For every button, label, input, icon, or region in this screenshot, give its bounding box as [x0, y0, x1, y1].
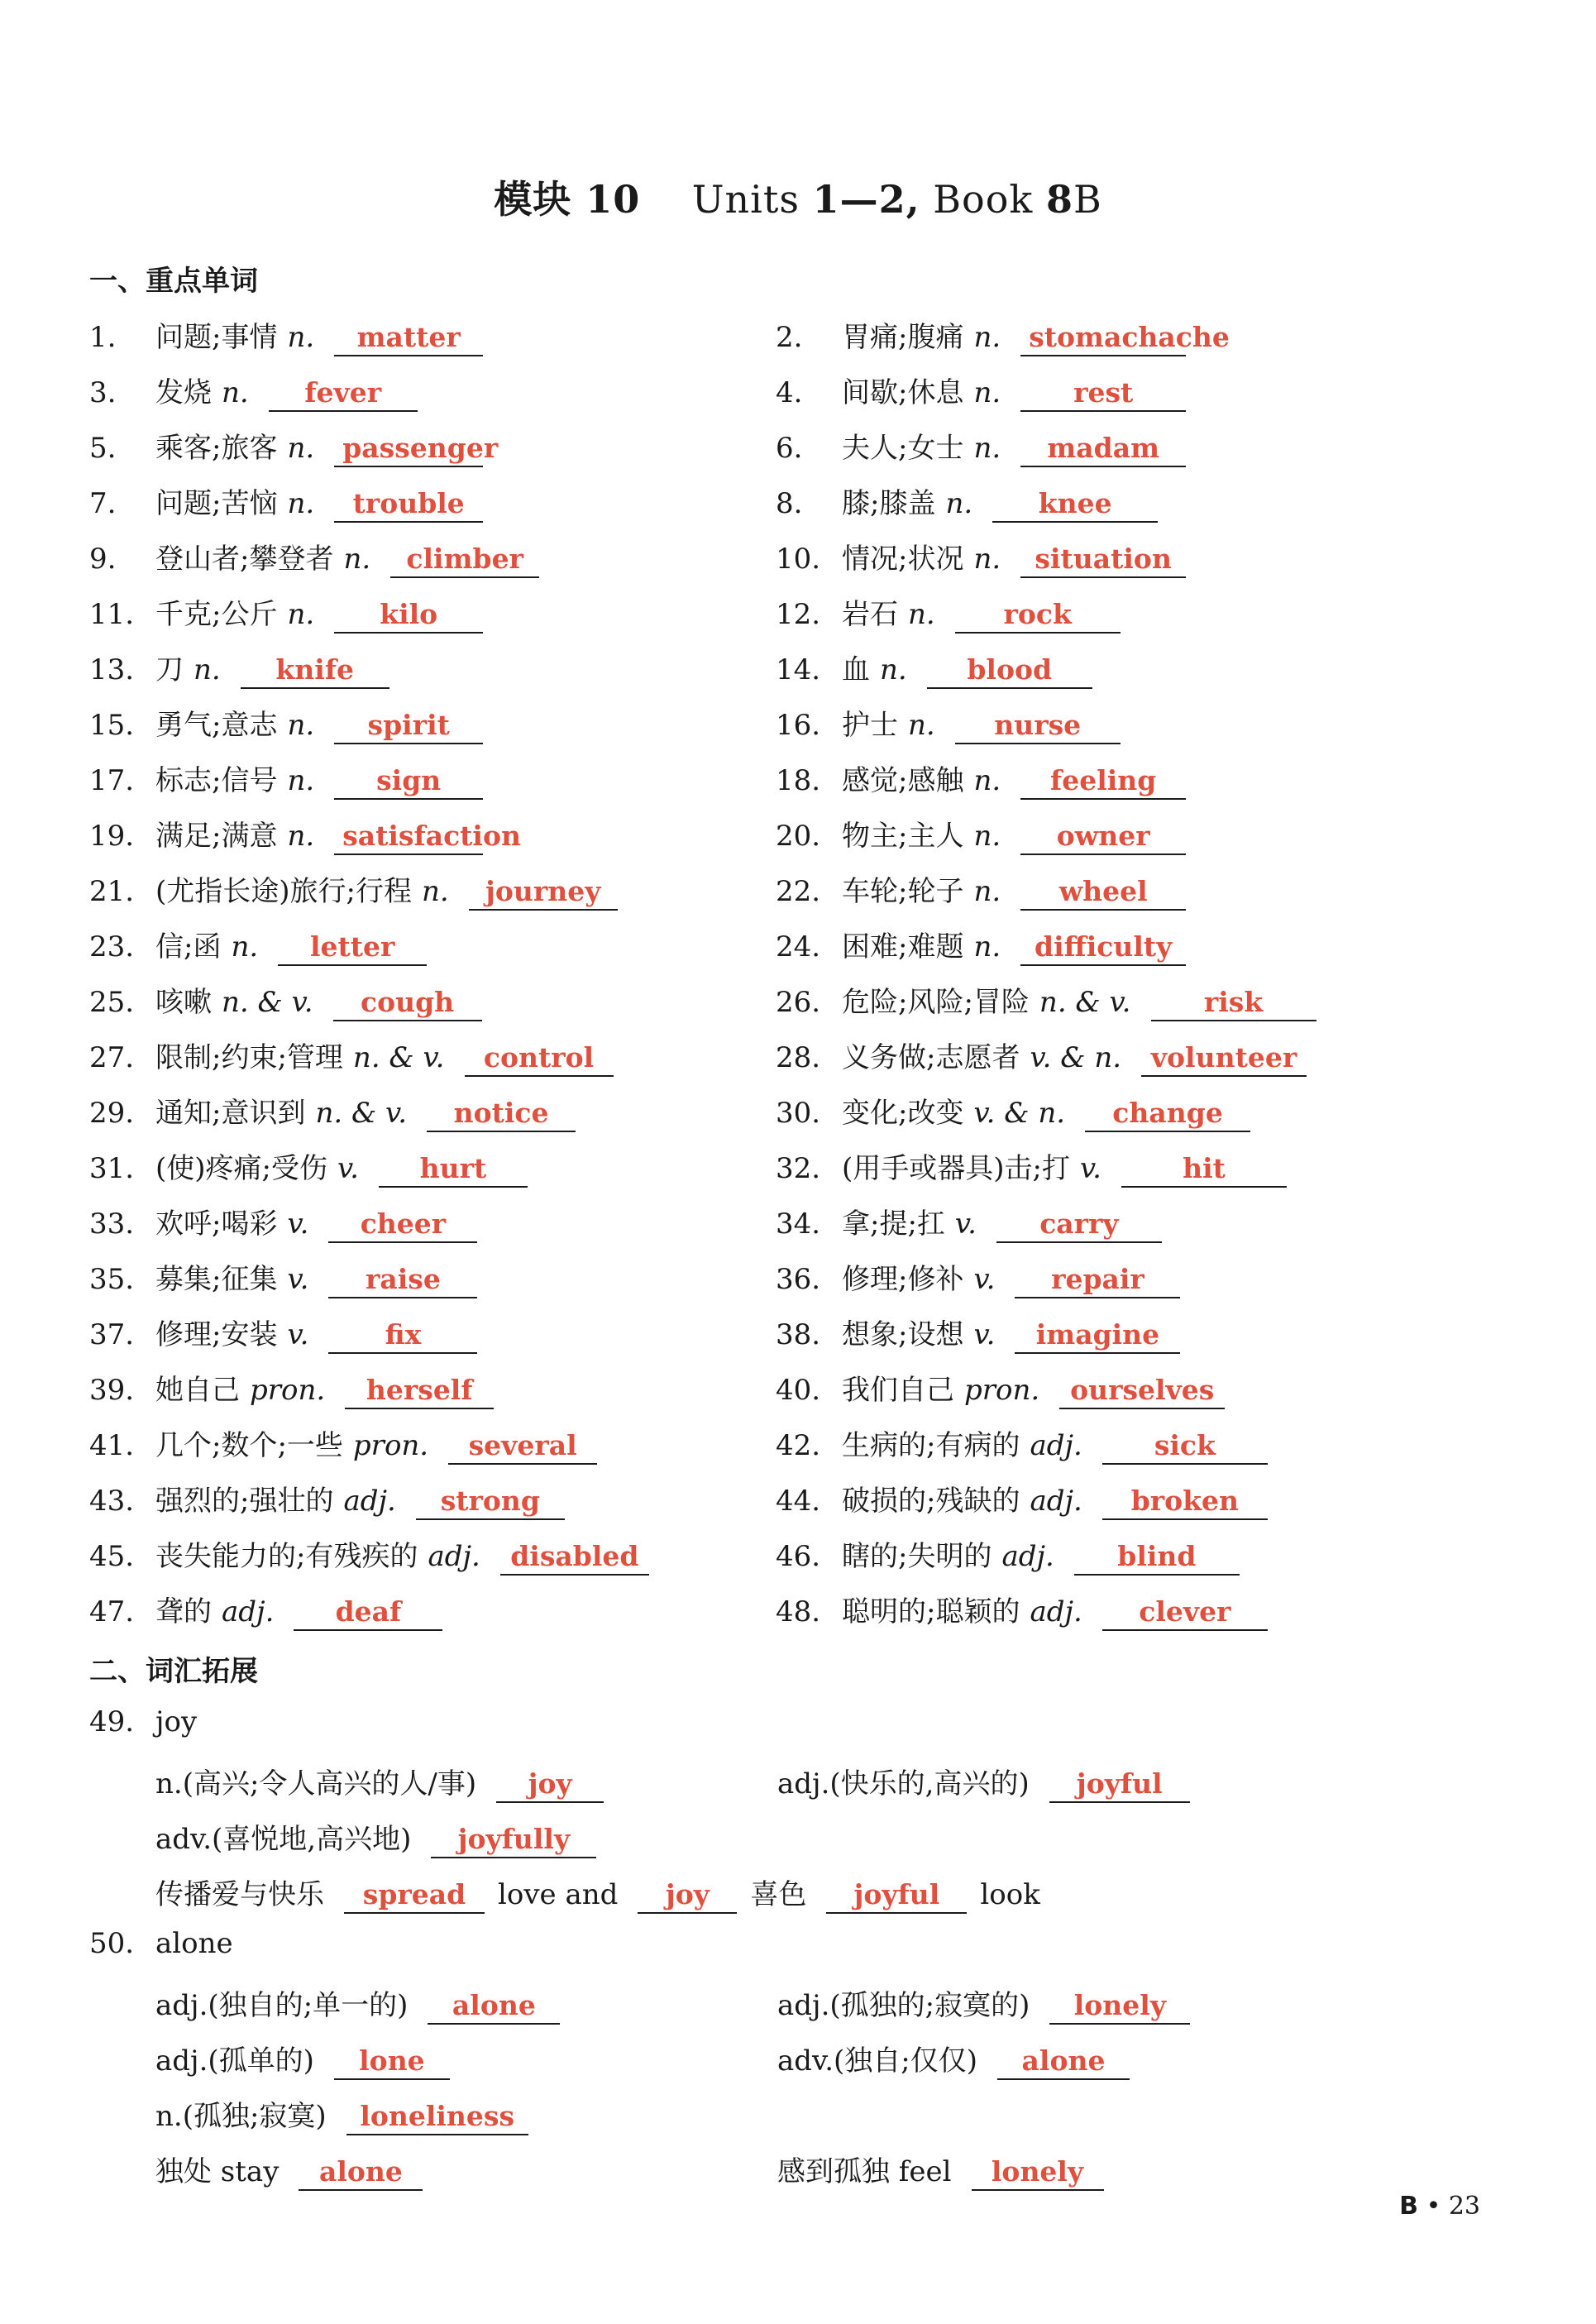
q50-adv-answer[interactable]: alone [997, 2044, 1130, 2080]
item-chinese: 强烈的;强壮的 [155, 1485, 334, 1518]
item-answer-blank[interactable]: carry [996, 1207, 1162, 1243]
item-number: 39. [89, 1374, 135, 1407]
item-chinese: 义务做;志愿者 [842, 1041, 1020, 1074]
item-answer-blank[interactable]: madam [1020, 432, 1186, 467]
q50-n-label: n.(孤独;寂寞) [155, 2100, 327, 2133]
vocab-item [776, 425, 1186, 467]
vocab-item [776, 1423, 1268, 1465]
item-chinese: (使)疼痛;受伤 [155, 1152, 327, 1185]
q50-stay-answer[interactable]: alone [299, 2155, 423, 2191]
item-part-of-speech: n. [343, 543, 371, 576]
q50-adj2-label: adj.(孤独的;寂寞的) [777, 1989, 1030, 2022]
vocab-item [89, 924, 427, 966]
q49-phrase-2: love and [498, 1878, 619, 1911]
q50-adj1-label: adj.(独自的;单一的) [155, 1989, 409, 2022]
q49-phrase-row [155, 1872, 1040, 1914]
item-answer-blank[interactable]: herself [345, 1374, 494, 1409]
item-answer-blank[interactable]: rock [955, 598, 1121, 634]
item-chinese: 拿;提;扛 [842, 1207, 945, 1241]
vocab-item [776, 1478, 1268, 1520]
item-chinese: 情况;状况 [842, 543, 964, 576]
item-part-of-speech: adj. [1030, 1429, 1082, 1462]
item-answer-blank[interactable]: difficulty [1020, 930, 1186, 966]
q50-n-row [155, 2093, 528, 2135]
vocab-item [776, 758, 1186, 800]
item-number: 13. [89, 653, 135, 686]
item-part-of-speech: n. [973, 321, 1001, 354]
item-answer-blank[interactable]: disabled [500, 1540, 649, 1576]
item-number: 20. [776, 820, 821, 853]
vocab-item [89, 1312, 477, 1354]
item-answer-blank[interactable]: risk [1151, 986, 1316, 1021]
item-number: 41. [89, 1429, 135, 1462]
vocab-item [89, 1145, 528, 1188]
item-answer-blank[interactable]: sick [1102, 1429, 1268, 1465]
item-chinese: 欢呼;喝彩 [155, 1207, 278, 1241]
item-chinese: 问题;苦恼 [155, 487, 278, 520]
vocab-item [89, 1256, 477, 1298]
item-answer-blank[interactable]: fix [328, 1318, 477, 1354]
item-answer-blank[interactable]: cough [333, 986, 482, 1021]
item-part-of-speech: adj. [1001, 1540, 1054, 1573]
vocab-item [776, 314, 1230, 356]
item-part-of-speech: n. & v. [1039, 986, 1131, 1019]
q49-head [89, 1705, 197, 1738]
item-chinese: 膝;膝盖 [842, 487, 936, 520]
item-part-of-speech: adj. [428, 1540, 480, 1573]
vocab-item [89, 758, 483, 800]
item-answer-blank[interactable]: journey [469, 875, 618, 911]
item-part-of-speech: n. [973, 543, 1001, 576]
item-chinese: 聪明的;聪颖的 [842, 1595, 1020, 1628]
item-chinese: (用手或器具)击;打 [842, 1152, 1070, 1185]
item-number: 27. [89, 1041, 135, 1074]
item-answer-blank[interactable]: blood [927, 653, 1092, 689]
item-part-of-speech: v. & n. [973, 1097, 1066, 1130]
q49-phrase-answer-1[interactable]: spread [344, 1878, 485, 1914]
item-number: 1. [89, 321, 117, 354]
vocab-item [776, 536, 1186, 578]
item-number: 23. [89, 930, 135, 964]
item-chinese: 血 [842, 653, 870, 686]
item-number: 30. [776, 1097, 821, 1130]
item-number: 21. [89, 875, 135, 908]
q49-adv-answer[interactable]: joyfully [431, 1823, 596, 1858]
q49-phrase-4: look [980, 1878, 1040, 1911]
item-answer-blank[interactable]: raise [328, 1263, 477, 1298]
vocab-item [776, 1589, 1268, 1631]
q50-adj3-label: adj.(孤单的) [155, 2044, 314, 2078]
item-number: 34. [776, 1207, 821, 1241]
vocab-item [776, 647, 1092, 689]
q50-adv-row [777, 2038, 1130, 2080]
item-answer-blank[interactable]: volunteer [1141, 1041, 1307, 1077]
vocab-item [776, 868, 1186, 911]
item-part-of-speech: adj. [1030, 1485, 1082, 1518]
item-chinese: 护士 [842, 709, 898, 742]
item-chinese: 我们自己 [842, 1374, 954, 1407]
item-answer-blank[interactable]: passenger [334, 432, 483, 467]
section-heading-expansion: 二、词汇拓展 [89, 1655, 258, 1688]
item-number: 38. [776, 1318, 821, 1351]
item-answer-blank[interactable]: satisfaction [334, 820, 483, 855]
section-heading-key-words: 一、重点单词 [89, 265, 258, 298]
vocab-item [776, 370, 1186, 412]
item-part-of-speech: n. [222, 376, 249, 409]
vocab-item [89, 979, 482, 1021]
item-answer-blank[interactable]: rest [1020, 376, 1186, 412]
item-part-of-speech: n. [287, 487, 315, 520]
q50-adj2-answer[interactable]: lonely [1049, 1989, 1190, 2025]
item-number: 11. [89, 598, 135, 631]
item-part-of-speech: v. [337, 1152, 359, 1185]
item-number: 29. [89, 1097, 135, 1130]
item-part-of-speech: v. [287, 1318, 309, 1351]
vocab-item [89, 536, 539, 578]
item-part-of-speech: v. [954, 1207, 977, 1241]
item-part-of-speech: n. [945, 487, 973, 520]
item-answer-blank[interactable]: cheer [328, 1207, 477, 1243]
item-answer-blank[interactable]: nurse [955, 709, 1121, 744]
item-answer-blank[interactable]: wheel [1020, 875, 1186, 911]
item-chinese: 丧失能力的;有残疾的 [155, 1540, 418, 1573]
item-part-of-speech: v. & n. [1030, 1041, 1122, 1074]
footer-letter: B [1399, 2192, 1419, 2221]
item-number: 26. [776, 986, 821, 1019]
q49-n-row [155, 1761, 604, 1803]
vocab-item [89, 481, 483, 523]
item-chinese: 修理;安装 [155, 1318, 278, 1351]
item-number: 14. [776, 653, 821, 686]
item-answer-blank[interactable]: several [448, 1429, 597, 1465]
item-part-of-speech: n. [231, 930, 259, 964]
q49-n-label: n.(高兴;令人高兴的人/事) [155, 1767, 477, 1800]
q49-number: 49. [89, 1705, 135, 1738]
q49-adj-label: adj.(快乐的,高兴的) [777, 1767, 1030, 1800]
q49-adv-row [155, 1816, 596, 1858]
item-number: 12. [776, 598, 821, 631]
page-footer [1399, 2192, 1480, 2221]
item-chinese: 咳嗽 [155, 986, 212, 1019]
item-chinese: 夫人;女士 [842, 432, 964, 465]
item-part-of-speech: pron. [250, 1374, 326, 1407]
vocab-item [89, 1533, 649, 1576]
item-answer-blank[interactable]: hit [1121, 1152, 1287, 1188]
vocab-item [776, 813, 1186, 855]
item-chinese: 她自己 [155, 1374, 240, 1407]
item-chinese: 标志;信号 [155, 764, 278, 797]
vocab-item [89, 702, 483, 744]
item-number: 46. [776, 1540, 821, 1573]
item-answer-blank[interactable]: ourselves [1059, 1374, 1225, 1409]
q50-feel-row [777, 2149, 1104, 2191]
item-number: 15. [89, 709, 135, 742]
item-part-of-speech: v. [973, 1318, 996, 1351]
item-number: 18. [776, 764, 821, 797]
q50-adj1-answer[interactable]: alone [428, 1989, 560, 2025]
vocab-item [776, 1533, 1240, 1576]
item-chinese: 信;函 [155, 930, 222, 964]
item-chinese: 聋的 [155, 1595, 212, 1628]
vocab-item [89, 1423, 597, 1465]
item-chinese: 感觉;感触 [842, 764, 964, 797]
vocab-item [776, 1145, 1287, 1188]
item-chinese: 勇气;意志 [155, 709, 278, 742]
item-chinese: 困难;难题 [842, 930, 964, 964]
item-part-of-speech: n. & v. [222, 986, 313, 1019]
vocab-item [776, 1090, 1250, 1132]
item-part-of-speech: n. [880, 653, 907, 686]
item-part-of-speech: n. [421, 875, 449, 908]
vocab-item [89, 1589, 442, 1631]
item-part-of-speech: n. [287, 321, 315, 354]
item-part-of-speech: v. [973, 1263, 996, 1296]
item-number: 25. [89, 986, 135, 1019]
vocab-item [776, 1256, 1180, 1298]
q50-word: alone [155, 1927, 233, 1960]
title-book: Book [933, 177, 1034, 222]
item-chinese: 满足;满意 [155, 820, 278, 853]
item-chinese: 破损的;残缺的 [842, 1485, 1020, 1518]
item-answer-blank[interactable]: broken [1102, 1485, 1268, 1520]
item-part-of-speech: n. [908, 598, 935, 631]
item-answer-blank[interactable]: clever [1102, 1595, 1268, 1631]
item-number: 8. [776, 487, 803, 520]
q49-phrase-answer-3[interactable]: joyful [826, 1878, 967, 1914]
q49-phrase-3: 喜色 [750, 1878, 807, 1911]
q49-phrase-answer-2[interactable]: joy [638, 1878, 737, 1914]
vocab-item [776, 481, 1158, 523]
item-answer-blank[interactable]: sign [334, 764, 483, 800]
item-answer-blank[interactable]: knee [992, 487, 1158, 523]
vocab-item [89, 314, 483, 356]
item-number: 47. [89, 1595, 135, 1628]
item-number: 6. [776, 432, 803, 465]
item-chinese: 变化;改变 [842, 1097, 964, 1130]
item-part-of-speech: adj. [1030, 1595, 1082, 1628]
item-chinese: 岩石 [842, 598, 898, 631]
item-chinese: 危险;风险;冒险 [842, 986, 1030, 1019]
vocab-item [89, 868, 618, 911]
item-answer-blank[interactable]: fever [269, 376, 418, 412]
item-number: 22. [776, 875, 821, 908]
q50-stay-label: 独处 stay [155, 2155, 280, 2188]
item-part-of-speech: n. [973, 820, 1001, 853]
vocab-item [89, 1035, 614, 1077]
item-number: 43. [89, 1485, 135, 1518]
item-number: 31. [89, 1152, 135, 1185]
item-chinese: 限制;约束;管理 [155, 1041, 343, 1074]
item-answer-blank[interactable]: knife [241, 653, 389, 689]
item-part-of-speech: n. [287, 432, 315, 465]
item-answer-blank[interactable]: stomachache [1020, 321, 1186, 356]
item-number: 19. [89, 820, 135, 853]
item-part-of-speech: n. [973, 930, 1001, 964]
item-part-of-speech: n. [973, 432, 1001, 465]
q49-word: joy [155, 1705, 198, 1738]
item-part-of-speech: n. [194, 653, 221, 686]
item-part-of-speech: n. [973, 764, 1001, 797]
item-number: 44. [776, 1485, 821, 1518]
item-chinese: 修理;修补 [842, 1263, 964, 1296]
item-chinese: 乘客;旅客 [155, 432, 278, 465]
item-number: 36. [776, 1263, 821, 1296]
item-part-of-speech: n. [287, 709, 315, 742]
item-answer-blank[interactable]: strong [416, 1485, 565, 1520]
item-number: 37. [89, 1318, 135, 1351]
vocab-item [776, 979, 1316, 1021]
q50-adj3-row [155, 2038, 450, 2080]
vocab-item [776, 702, 1121, 744]
vocab-item [89, 591, 483, 634]
item-answer-blank[interactable]: change [1085, 1097, 1250, 1132]
item-chinese: 募集;征集 [155, 1263, 278, 1296]
q49-adj-answer[interactable]: joyful [1049, 1767, 1190, 1803]
item-answer-blank[interactable]: blind [1074, 1540, 1240, 1576]
vocab-item [89, 1478, 565, 1520]
item-chinese: 物主;主人 [842, 820, 964, 853]
item-part-of-speech: n. [287, 764, 315, 797]
item-chinese: 千克;公斤 [155, 598, 278, 631]
item-number: 33. [89, 1207, 135, 1241]
vocab-item [776, 924, 1186, 966]
item-chinese: 生病的;有病的 [842, 1429, 1020, 1462]
item-answer-blank[interactable]: hurt [379, 1152, 528, 1188]
item-chinese: 车轮;轮子 [842, 875, 964, 908]
q50-adj2-row [777, 1982, 1190, 2025]
item-part-of-speech: v. [1079, 1152, 1101, 1185]
item-part-of-speech: v. [287, 1263, 309, 1296]
item-answer-blank[interactable]: deaf [294, 1595, 442, 1631]
item-number: 9. [89, 543, 117, 576]
item-chinese: (尤指长途)旅行;行程 [155, 875, 412, 908]
item-answer-blank[interactable]: imagine [1015, 1318, 1180, 1354]
item-answer-blank[interactable]: repair [1015, 1263, 1180, 1298]
page-title [0, 170, 1596, 224]
item-number: 40. [776, 1374, 821, 1407]
item-part-of-speech: pron. [352, 1429, 429, 1462]
vocab-item [89, 1367, 494, 1409]
item-part-of-speech: adj. [343, 1485, 396, 1518]
title-range: 1—2, [812, 177, 920, 222]
item-number: 2. [776, 321, 803, 354]
item-number: 28. [776, 1041, 821, 1074]
vocab-item [89, 370, 418, 412]
item-number: 16. [776, 709, 821, 742]
item-chinese: 几个;数个;一些 [155, 1429, 343, 1462]
title-units: Units [691, 177, 800, 222]
item-part-of-speech: v. [287, 1207, 309, 1241]
vocab-item [89, 1201, 477, 1243]
item-number: 4. [776, 376, 803, 409]
vocab-item [776, 591, 1121, 634]
item-part-of-speech: pron. [964, 1374, 1040, 1407]
q50-feel-answer[interactable]: lonely [972, 2155, 1104, 2191]
item-number: 24. [776, 930, 821, 964]
q50-feel-label: 感到孤独 feel [777, 2155, 952, 2188]
item-chinese: 刀 [155, 653, 184, 686]
q49-adv-label: adv.(喜悦地,高兴地) [155, 1823, 412, 1856]
item-number: 5. [89, 432, 117, 465]
item-number: 7. [89, 487, 117, 520]
item-part-of-speech: n. [973, 376, 1001, 409]
item-chinese: 想象;设想 [842, 1318, 964, 1351]
item-part-of-speech: n. [287, 598, 315, 631]
item-answer-blank[interactable]: owner [1020, 820, 1186, 855]
item-answer-blank[interactable]: letter [278, 930, 427, 966]
item-answer-blank[interactable]: control [465, 1041, 614, 1077]
vocab-item [89, 1090, 576, 1132]
item-part-of-speech: n. [973, 875, 1001, 908]
item-chinese: 间歇;休息 [842, 376, 964, 409]
vocab-item [89, 813, 521, 855]
vocab-item [89, 425, 499, 467]
item-number: 32. [776, 1152, 821, 1185]
item-answer-blank[interactable]: trouble [334, 487, 483, 523]
item-answer-blank[interactable]: spirit [334, 709, 483, 744]
title-prefix: 模块 10 [494, 177, 641, 222]
q49-n-answer[interactable]: joy [496, 1767, 604, 1803]
item-number: 10. [776, 543, 821, 576]
q49-phrase-1: 传播爱与快乐 [155, 1878, 324, 1911]
title-book-letter: B [1073, 177, 1102, 222]
item-part-of-speech: n. [908, 709, 935, 742]
vocab-item [776, 1367, 1225, 1409]
item-answer-blank[interactable]: notice [427, 1097, 576, 1132]
item-part-of-speech: n. & v. [352, 1041, 445, 1074]
q50-head [89, 1927, 233, 1960]
item-part-of-speech: n. & v. [315, 1097, 408, 1130]
item-chinese: 胃痛;腹痛 [842, 321, 964, 354]
item-chinese: 登山者;攀登者 [155, 543, 334, 576]
page-number: 23 [1448, 2192, 1480, 2221]
q50-n-answer[interactable]: loneliness [346, 2100, 528, 2135]
q50-adj1-row [155, 1982, 560, 2025]
item-chinese: 发烧 [155, 376, 212, 409]
vocab-item [776, 1201, 1162, 1243]
q50-number: 50. [89, 1927, 135, 1960]
item-number: 42. [776, 1429, 821, 1462]
item-number: 17. [89, 764, 135, 797]
item-answer-blank[interactable]: feeling [1020, 764, 1186, 800]
item-chinese: 瞎的;失明的 [842, 1540, 992, 1573]
footer-dot: • [1426, 2192, 1441, 2221]
q50-adj3-answer[interactable]: lone [334, 2044, 450, 2080]
item-number: 48. [776, 1595, 821, 1628]
title-book-num: 8 [1045, 177, 1073, 222]
item-chinese: 问题;事情 [155, 321, 278, 354]
q50-adv-label: adv.(独自;仅仅) [777, 2044, 978, 2078]
item-part-of-speech: n. [287, 820, 315, 853]
item-answer-blank[interactable]: kilo [334, 598, 483, 634]
item-number: 3. [89, 376, 117, 409]
vocab-item [776, 1035, 1307, 1077]
vocab-item [89, 647, 389, 689]
q49-adj-row [777, 1761, 1190, 1803]
item-part-of-speech: adj. [222, 1595, 275, 1628]
vocab-item [776, 1312, 1180, 1354]
item-chinese: 通知;意识到 [155, 1097, 306, 1130]
item-answer-blank[interactable]: matter [334, 321, 483, 356]
item-answer-blank[interactable]: situation [1020, 543, 1186, 578]
q50-stay-row [155, 2149, 423, 2191]
item-answer-blank[interactable]: climber [390, 543, 539, 578]
item-number: 35. [89, 1263, 135, 1296]
item-number: 45. [89, 1540, 135, 1573]
